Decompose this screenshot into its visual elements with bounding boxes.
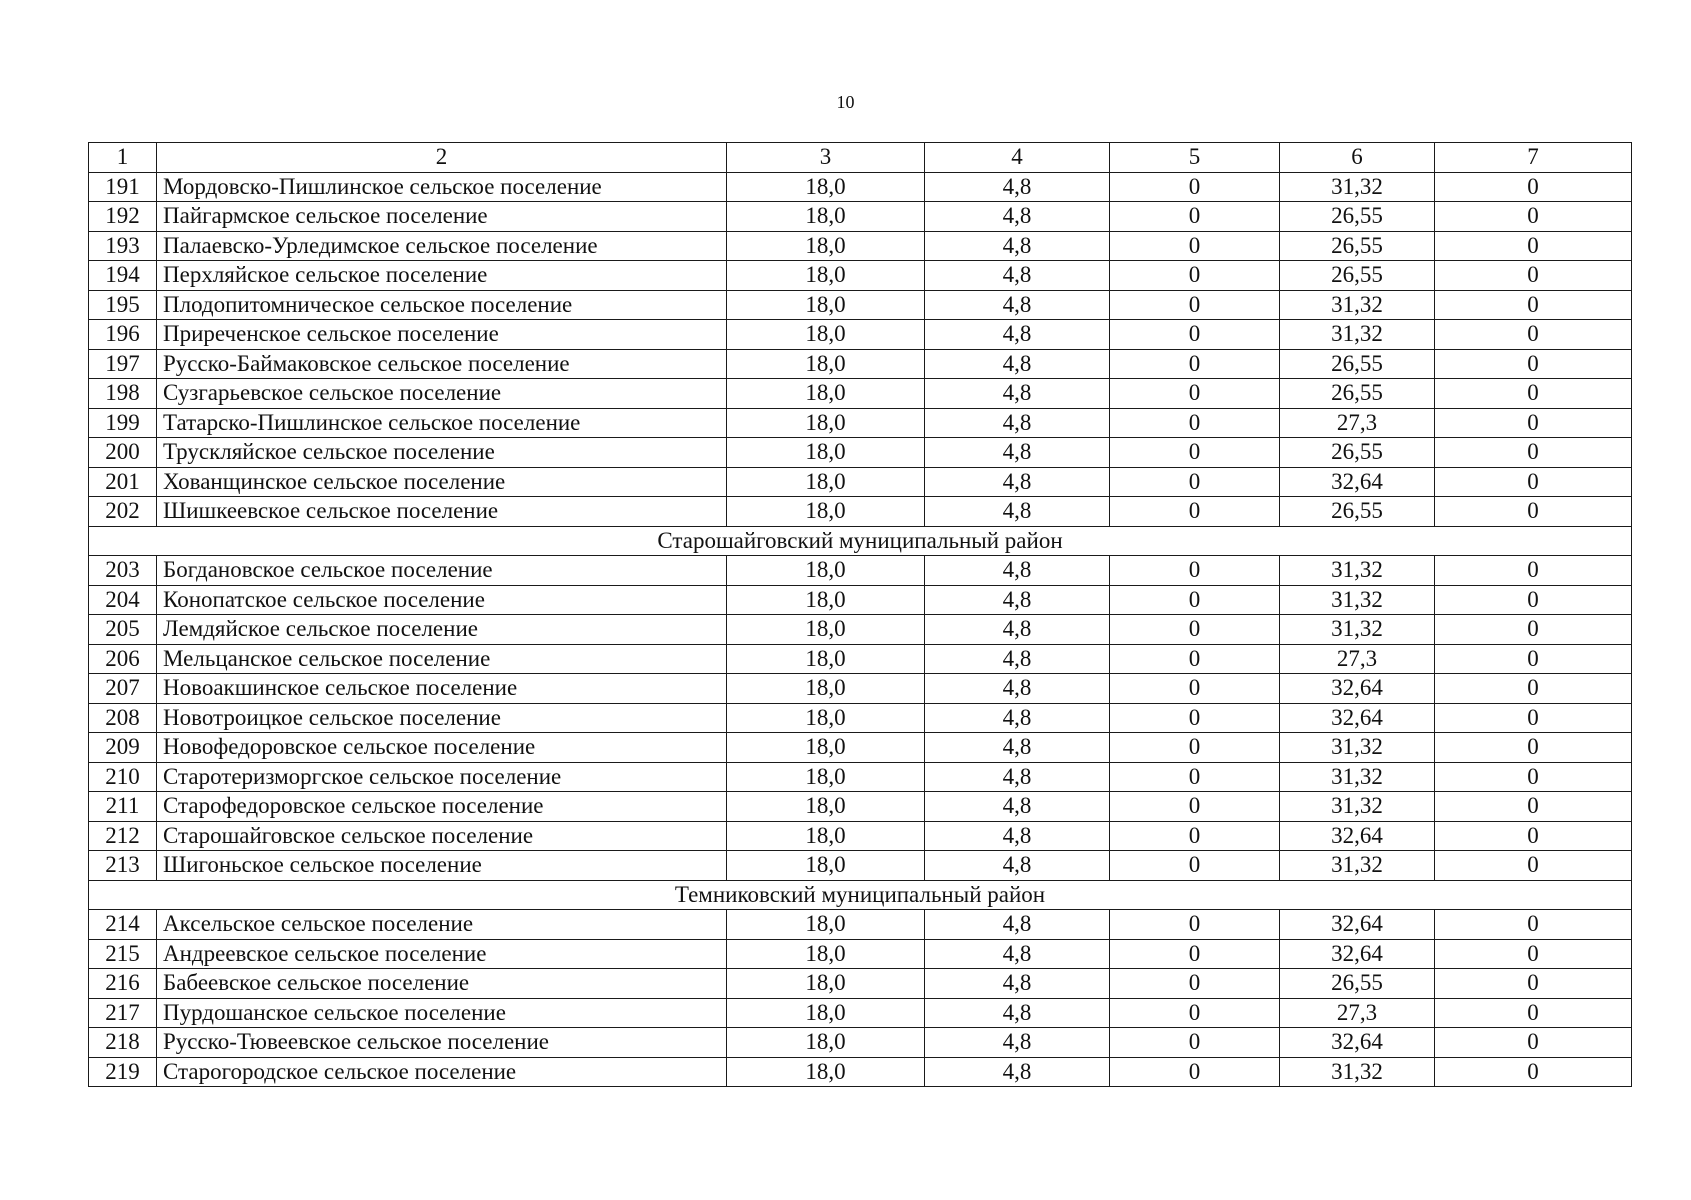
value-cell-5: 0: [1110, 644, 1280, 674]
value-cell-6: 31,32: [1280, 172, 1435, 202]
value-cell-7: 0: [1435, 851, 1632, 881]
value-cell-3: 18,0: [727, 703, 925, 733]
settlement-name-cell: Богдановское сельское поселение: [157, 556, 727, 586]
settlement-name-cell: Пурдошанское сельское поселение: [157, 998, 727, 1028]
column-header: 4: [925, 143, 1110, 173]
value-cell-7: 0: [1435, 969, 1632, 999]
table-row: [89, 1057, 1632, 1087]
value-cell-6: 26,55: [1280, 202, 1435, 232]
value-cell-5: 0: [1110, 202, 1280, 232]
settlement-name-cell: Русско-Тювеевское сельское поселение: [157, 1028, 727, 1058]
column-number-row: [89, 143, 1632, 173]
settlement-name-cell: Бабеевское сельское поселение: [157, 969, 727, 999]
row-number-cell: 210: [89, 762, 157, 792]
row-number-cell: 216: [89, 969, 157, 999]
row-number-cell: 217: [89, 998, 157, 1028]
table-row: [89, 615, 1632, 645]
value-cell-7: 0: [1435, 821, 1632, 851]
table-row: [89, 231, 1632, 261]
value-cell-7: 0: [1435, 762, 1632, 792]
table-row: [89, 998, 1632, 1028]
value-cell-6: 27,3: [1280, 408, 1435, 438]
value-cell-6: 32,64: [1280, 939, 1435, 969]
section-title: Старошайговский муниципальный район: [89, 526, 1632, 556]
settlement-name-cell: Новоакшинское сельское поселение: [157, 674, 727, 704]
settlement-name-cell: Палаевско-Урледимское сельское поселение: [157, 231, 727, 261]
settlement-name-cell: Перхляйское сельское поселение: [157, 261, 727, 291]
value-cell-7: 0: [1435, 644, 1632, 674]
value-cell-7: 0: [1435, 467, 1632, 497]
value-cell-5: 0: [1110, 261, 1280, 291]
value-cell-4: 4,8: [925, 231, 1110, 261]
value-cell-4: 4,8: [925, 762, 1110, 792]
row-number-cell: 213: [89, 851, 157, 881]
value-cell-4: 4,8: [925, 202, 1110, 232]
settlement-name-cell: Старофедоровское сельское поселение: [157, 792, 727, 822]
settlement-name-cell: Мордовско-Пишлинское сельское поселение: [157, 172, 727, 202]
value-cell-7: 0: [1435, 290, 1632, 320]
row-number-cell: 193: [89, 231, 157, 261]
value-cell-4: 4,8: [925, 408, 1110, 438]
value-cell-6: 31,32: [1280, 585, 1435, 615]
value-cell-5: 0: [1110, 998, 1280, 1028]
table-body: [89, 143, 1632, 1087]
settlement-name-cell: Хованщинское сельское поселение: [157, 467, 727, 497]
value-cell-5: 0: [1110, 615, 1280, 645]
value-cell-4: 4,8: [925, 939, 1110, 969]
value-cell-3: 18,0: [727, 379, 925, 409]
value-cell-7: 0: [1435, 172, 1632, 202]
row-number-cell: 195: [89, 290, 157, 320]
value-cell-5: 0: [1110, 910, 1280, 940]
value-cell-4: 4,8: [925, 969, 1110, 999]
value-cell-6: 32,64: [1280, 910, 1435, 940]
value-cell-7: 0: [1435, 231, 1632, 261]
row-number-cell: 209: [89, 733, 157, 763]
row-number-cell: 215: [89, 939, 157, 969]
value-cell-7: 0: [1435, 556, 1632, 586]
row-number-cell: 191: [89, 172, 157, 202]
row-number-cell: 214: [89, 910, 157, 940]
value-cell-4: 4,8: [925, 172, 1110, 202]
table-row: [89, 762, 1632, 792]
value-cell-3: 18,0: [727, 585, 925, 615]
value-cell-4: 4,8: [925, 910, 1110, 940]
value-cell-6: 31,32: [1280, 1057, 1435, 1087]
value-cell-6: 27,3: [1280, 644, 1435, 674]
row-number-cell: 208: [89, 703, 157, 733]
table-row: [89, 821, 1632, 851]
value-cell-5: 0: [1110, 438, 1280, 468]
value-cell-3: 18,0: [727, 172, 925, 202]
value-cell-3: 18,0: [727, 320, 925, 350]
value-cell-4: 4,8: [925, 497, 1110, 527]
value-cell-6: 31,32: [1280, 733, 1435, 763]
table-row: [89, 172, 1632, 202]
settlement-name-cell: Конопатское сельское поселение: [157, 585, 727, 615]
value-cell-4: 4,8: [925, 821, 1110, 851]
settlement-name-cell: Сузгарьевское сельское поселение: [157, 379, 727, 409]
value-cell-7: 0: [1435, 497, 1632, 527]
value-cell-3: 18,0: [727, 851, 925, 881]
value-cell-5: 0: [1110, 674, 1280, 704]
value-cell-3: 18,0: [727, 910, 925, 940]
value-cell-5: 0: [1110, 1028, 1280, 1058]
value-cell-3: 18,0: [727, 438, 925, 468]
value-cell-4: 4,8: [925, 674, 1110, 704]
value-cell-3: 18,0: [727, 762, 925, 792]
value-cell-3: 18,0: [727, 231, 925, 261]
value-cell-7: 0: [1435, 202, 1632, 232]
section-header-row: [89, 526, 1632, 556]
table-row: [89, 674, 1632, 704]
settlement-name-cell: Лемдяйское сельское поселение: [157, 615, 727, 645]
table-row: [89, 703, 1632, 733]
table-row: [89, 585, 1632, 615]
table-row: [89, 349, 1632, 379]
table-row: [89, 1028, 1632, 1058]
settlement-name-cell: Приреченское сельское поселение: [157, 320, 727, 350]
settlement-name-cell: Андреевское сельское поселение: [157, 939, 727, 969]
settlement-name-cell: Старошайговское сельское поселение: [157, 821, 727, 851]
value-cell-4: 4,8: [925, 261, 1110, 291]
row-number-cell: 203: [89, 556, 157, 586]
value-cell-7: 0: [1435, 585, 1632, 615]
row-number-cell: 204: [89, 585, 157, 615]
value-cell-3: 18,0: [727, 615, 925, 645]
value-cell-7: 0: [1435, 438, 1632, 468]
value-cell-6: 31,32: [1280, 615, 1435, 645]
value-cell-6: 26,55: [1280, 231, 1435, 261]
settlement-name-cell: Пайгармское сельское поселение: [157, 202, 727, 232]
value-cell-7: 0: [1435, 1028, 1632, 1058]
value-cell-5: 0: [1110, 969, 1280, 999]
value-cell-3: 18,0: [727, 497, 925, 527]
value-cell-4: 4,8: [925, 349, 1110, 379]
value-cell-5: 0: [1110, 733, 1280, 763]
row-number-cell: 192: [89, 202, 157, 232]
settlement-name-cell: Аксельское сельское поселение: [157, 910, 727, 940]
value-cell-4: 4,8: [925, 467, 1110, 497]
value-cell-5: 0: [1110, 556, 1280, 586]
value-cell-5: 0: [1110, 231, 1280, 261]
value-cell-4: 4,8: [925, 733, 1110, 763]
value-cell-7: 0: [1435, 939, 1632, 969]
value-cell-3: 18,0: [727, 290, 925, 320]
settlement-name-cell: Мельцанское сельское поселение: [157, 644, 727, 674]
value-cell-7: 0: [1435, 408, 1632, 438]
value-cell-5: 0: [1110, 703, 1280, 733]
value-cell-6: 32,64: [1280, 703, 1435, 733]
settlement-name-cell: Трускляйское сельское поселение: [157, 438, 727, 468]
value-cell-3: 18,0: [727, 644, 925, 674]
value-cell-4: 4,8: [925, 1057, 1110, 1087]
value-cell-4: 4,8: [925, 556, 1110, 586]
settlement-name-cell: Татарско-Пишлинское сельское поселение: [157, 408, 727, 438]
settlement-name-cell: Русско-Баймаковское сельское поселение: [157, 349, 727, 379]
table-row: [89, 467, 1632, 497]
table-row: [89, 733, 1632, 763]
row-number-cell: 212: [89, 821, 157, 851]
table-row: [89, 290, 1632, 320]
value-cell-4: 4,8: [925, 615, 1110, 645]
value-cell-6: 31,32: [1280, 556, 1435, 586]
column-header: 6: [1280, 143, 1435, 173]
value-cell-3: 18,0: [727, 202, 925, 232]
value-cell-3: 18,0: [727, 261, 925, 291]
value-cell-4: 4,8: [925, 585, 1110, 615]
value-cell-4: 4,8: [925, 792, 1110, 822]
settlement-name-cell: Старотеризморгское сельское поселение: [157, 762, 727, 792]
settlement-name-cell: Шигоньское сельское поселение: [157, 851, 727, 881]
settlement-name-cell: Плодопитомническое сельское поселение: [157, 290, 727, 320]
value-cell-5: 0: [1110, 1057, 1280, 1087]
value-cell-5: 0: [1110, 349, 1280, 379]
row-number-cell: 219: [89, 1057, 157, 1087]
value-cell-3: 18,0: [727, 969, 925, 999]
value-cell-6: 26,55: [1280, 379, 1435, 409]
value-cell-3: 18,0: [727, 556, 925, 586]
table-row: [89, 497, 1632, 527]
value-cell-7: 0: [1435, 379, 1632, 409]
table-row: [89, 939, 1632, 969]
table-row: [89, 379, 1632, 409]
value-cell-6: 31,32: [1280, 320, 1435, 350]
value-cell-7: 0: [1435, 1057, 1632, 1087]
value-cell-7: 0: [1435, 261, 1632, 291]
value-cell-4: 4,8: [925, 998, 1110, 1028]
value-cell-5: 0: [1110, 172, 1280, 202]
column-header: 1: [89, 143, 157, 173]
row-number-cell: 201: [89, 467, 157, 497]
value-cell-5: 0: [1110, 408, 1280, 438]
value-cell-3: 18,0: [727, 349, 925, 379]
table-row: [89, 438, 1632, 468]
value-cell-6: 26,55: [1280, 969, 1435, 999]
row-number-cell: 218: [89, 1028, 157, 1058]
value-cell-7: 0: [1435, 320, 1632, 350]
table-row: [89, 202, 1632, 232]
column-header: 7: [1435, 143, 1632, 173]
value-cell-4: 4,8: [925, 703, 1110, 733]
value-cell-6: 31,32: [1280, 290, 1435, 320]
value-cell-5: 0: [1110, 821, 1280, 851]
value-cell-3: 18,0: [727, 1057, 925, 1087]
value-cell-6: 27,3: [1280, 998, 1435, 1028]
column-header: 5: [1110, 143, 1280, 173]
row-number-cell: 196: [89, 320, 157, 350]
value-cell-6: 26,55: [1280, 261, 1435, 291]
row-number-cell: 205: [89, 615, 157, 645]
value-cell-5: 0: [1110, 939, 1280, 969]
row-number-cell: 200: [89, 438, 157, 468]
value-cell-3: 18,0: [727, 1028, 925, 1058]
page-number: 10: [836, 92, 855, 112]
value-cell-4: 4,8: [925, 851, 1110, 881]
table-row: [89, 851, 1632, 881]
value-cell-6: 32,64: [1280, 821, 1435, 851]
row-number-cell: 198: [89, 379, 157, 409]
value-cell-5: 0: [1110, 320, 1280, 350]
value-cell-7: 0: [1435, 703, 1632, 733]
value-cell-7: 0: [1435, 674, 1632, 704]
value-cell-4: 4,8: [925, 320, 1110, 350]
value-cell-4: 4,8: [925, 290, 1110, 320]
value-cell-4: 4,8: [925, 644, 1110, 674]
value-cell-7: 0: [1435, 733, 1632, 763]
data-table: [88, 142, 1632, 1087]
value-cell-6: 32,64: [1280, 1028, 1435, 1058]
column-header: 2: [157, 143, 727, 173]
value-cell-3: 18,0: [727, 998, 925, 1028]
section-header-row: [89, 880, 1632, 910]
column-header: 3: [727, 143, 925, 173]
value-cell-3: 18,0: [727, 733, 925, 763]
table-row: [89, 261, 1632, 291]
row-number-cell: 197: [89, 349, 157, 379]
value-cell-5: 0: [1110, 585, 1280, 615]
value-cell-3: 18,0: [727, 792, 925, 822]
value-cell-6: 32,64: [1280, 674, 1435, 704]
section-title: Темниковский муниципальный район: [89, 880, 1632, 910]
table-row: [89, 792, 1632, 822]
value-cell-7: 0: [1435, 792, 1632, 822]
table-row: [89, 408, 1632, 438]
value-cell-7: 0: [1435, 349, 1632, 379]
value-cell-6: 31,32: [1280, 851, 1435, 881]
settlement-name-cell: Новотроицкое сельское поселение: [157, 703, 727, 733]
value-cell-6: 31,32: [1280, 792, 1435, 822]
value-cell-5: 0: [1110, 290, 1280, 320]
settlement-name-cell: Старогородское сельское поселение: [157, 1057, 727, 1087]
table-row: [89, 320, 1632, 350]
value-cell-4: 4,8: [925, 1028, 1110, 1058]
value-cell-3: 18,0: [727, 674, 925, 704]
value-cell-3: 18,0: [727, 467, 925, 497]
value-cell-3: 18,0: [727, 821, 925, 851]
value-cell-7: 0: [1435, 615, 1632, 645]
value-cell-5: 0: [1110, 762, 1280, 792]
table-row: [89, 969, 1632, 999]
value-cell-5: 0: [1110, 792, 1280, 822]
settlement-name-cell: Новофедоровское сельское поселение: [157, 733, 727, 763]
value-cell-6: 31,32: [1280, 762, 1435, 792]
value-cell-3: 18,0: [727, 408, 925, 438]
value-cell-5: 0: [1110, 497, 1280, 527]
settlement-name-cell: Шишкеевское сельское поселение: [157, 497, 727, 527]
table-row: [89, 556, 1632, 586]
value-cell-5: 0: [1110, 467, 1280, 497]
row-number-cell: 206: [89, 644, 157, 674]
row-number-cell: 202: [89, 497, 157, 527]
value-cell-6: 32,64: [1280, 467, 1435, 497]
row-number-cell: 211: [89, 792, 157, 822]
row-number-cell: 194: [89, 261, 157, 291]
value-cell-7: 0: [1435, 910, 1632, 940]
row-number-cell: 207: [89, 674, 157, 704]
table-row: [89, 644, 1632, 674]
value-cell-6: 26,55: [1280, 497, 1435, 527]
value-cell-6: 26,55: [1280, 438, 1435, 468]
value-cell-5: 0: [1110, 379, 1280, 409]
value-cell-3: 18,0: [727, 939, 925, 969]
table-row: [89, 910, 1632, 940]
value-cell-7: 0: [1435, 998, 1632, 1028]
row-number-cell: 199: [89, 408, 157, 438]
value-cell-4: 4,8: [925, 438, 1110, 468]
value-cell-6: 26,55: [1280, 349, 1435, 379]
value-cell-4: 4,8: [925, 379, 1110, 409]
value-cell-5: 0: [1110, 851, 1280, 881]
